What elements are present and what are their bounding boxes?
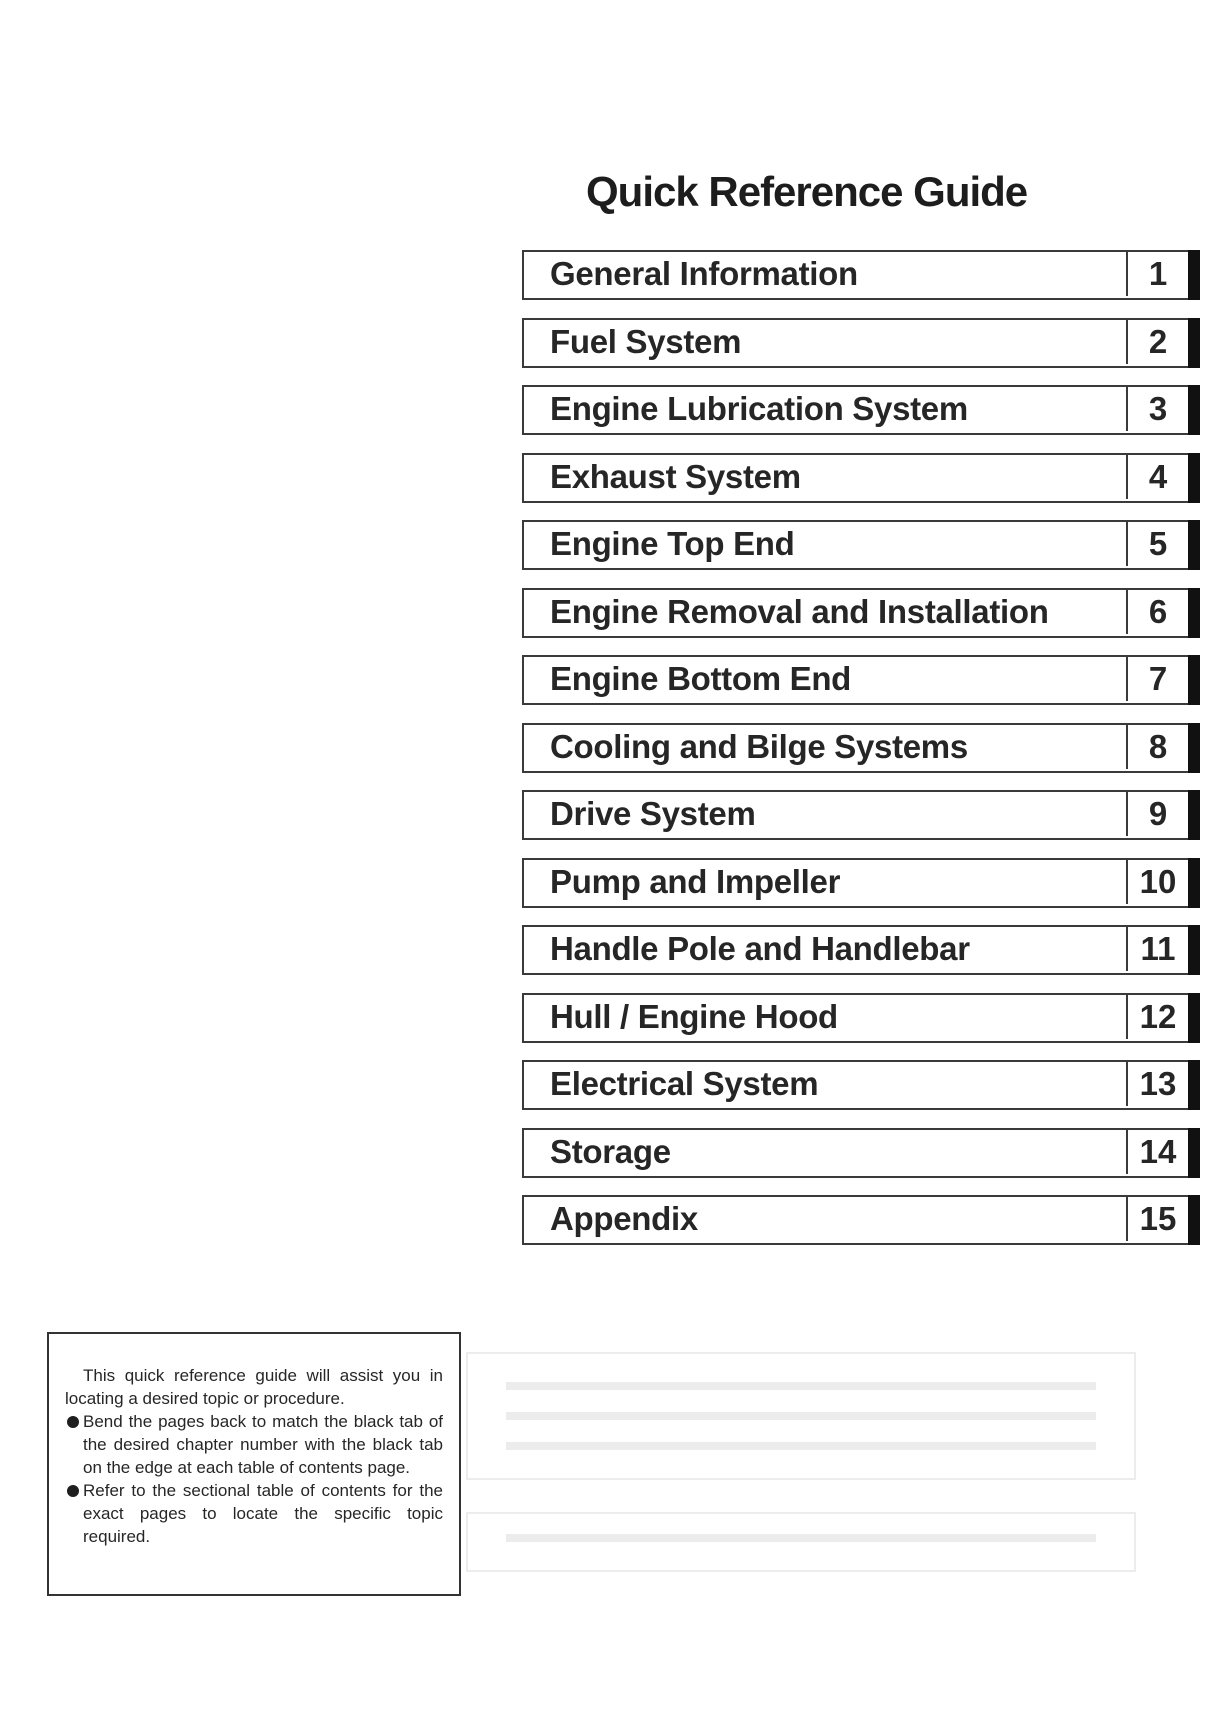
chapter-row-9[interactable] (522, 790, 1208, 840)
chapter-row-12[interactable] (522, 993, 1208, 1043)
chapter-black-tab (1188, 1060, 1200, 1110)
bullet-icon (67, 1416, 79, 1428)
chapter-number: 8 (1148, 727, 1168, 765)
note-item-text: Refer to the sectional table of contents for the exact pages to locate the specific topic required. (83, 1481, 443, 1546)
note-intro: This quick reference guide will assist you in locating a desired topic or procedure. (65, 1366, 443, 1408)
chapter-title: Cooling and Bilge Systems (550, 727, 968, 765)
page-title: Quick Reference Guide (586, 168, 1028, 215)
chapter-black-tab (1188, 318, 1200, 368)
chapter-black-tab (1188, 385, 1200, 435)
chapter-title: Pump and Impeller (550, 862, 841, 900)
chapter-number: 13 (1139, 1065, 1177, 1102)
chapter-number: 14 (1139, 1132, 1177, 1170)
chapter-number: 11 (1140, 930, 1176, 967)
chapter-black-tab (1188, 1195, 1200, 1245)
chapter-number: 3 (1148, 390, 1168, 427)
note-item-text: Bend the pages back to match the black tab of the desired chapter number with the black tab on the edge at each table of contents page. (83, 1412, 443, 1477)
chapter-title: Engine Bottom End (550, 660, 852, 697)
bleed-line (506, 1412, 1096, 1420)
bullet-icon (67, 1485, 79, 1497)
bleed-line (506, 1442, 1096, 1450)
note-item (65, 1410, 443, 1479)
bleed-box (466, 1512, 1136, 1572)
chapter-black-tab (1188, 588, 1200, 638)
chapter-title: Storage (550, 1132, 671, 1170)
chapter-title: Engine Top End (550, 525, 795, 562)
chapter-title: Electrical System (550, 1065, 819, 1102)
chapter-black-tab (1188, 655, 1200, 705)
chapter-title: Hull / Engine Hood (550, 997, 838, 1035)
chapter-title: Handle Pole and Handlebar (550, 930, 970, 967)
chapter-row-8[interactable] (522, 723, 1208, 773)
chapter-number: 6 (1148, 592, 1168, 630)
chapter-row-14[interactable] (522, 1128, 1208, 1178)
chapter-number: 1 (1148, 255, 1168, 292)
chapter-number: 4 (1148, 457, 1168, 495)
chapter-row-2[interactable] (522, 318, 1208, 368)
chapter-black-tab (1188, 790, 1200, 840)
chapter-row-1[interactable] (522, 250, 1208, 300)
chapter-row-11[interactable] (522, 925, 1208, 975)
usage-note-box (47, 1332, 461, 1596)
show-through-bleed (466, 1352, 1136, 1592)
chapter-number: 12 (1139, 997, 1177, 1035)
chapter-title: General Information (550, 255, 858, 292)
chapter-black-tab (1188, 453, 1200, 503)
chapter-title: Engine Lubrication System (550, 390, 968, 427)
bleed-line (506, 1534, 1096, 1542)
chapter-row-3[interactable] (522, 385, 1208, 435)
chapter-black-tab (1188, 723, 1200, 773)
note-item (65, 1479, 443, 1548)
chapter-row-15[interactable] (522, 1195, 1208, 1245)
chapter-black-tab (1188, 1128, 1200, 1178)
chapter-row-4[interactable] (522, 453, 1208, 503)
chapter-row-5[interactable] (522, 520, 1208, 570)
chapter-number: 9 (1148, 795, 1168, 832)
chapter-title: Engine Removal and Installation (550, 592, 1049, 630)
chapter-title: Appendix (550, 1200, 698, 1237)
chapter-number: 2 (1148, 322, 1168, 360)
chapter-number: 10 (1139, 862, 1177, 900)
chapter-row-13[interactable] (522, 1060, 1208, 1110)
bleed-line (506, 1382, 1096, 1390)
chapter-black-tab (1188, 520, 1200, 570)
chapter-title: Exhaust System (550, 457, 801, 495)
chapter-title: Fuel System (550, 322, 742, 360)
chapter-row-7[interactable] (522, 655, 1208, 705)
chapter-black-tab (1188, 993, 1200, 1043)
chapter-black-tab (1188, 250, 1200, 300)
chapter-number: 15 (1139, 1200, 1177, 1237)
chapter-row-6[interactable] (522, 588, 1208, 638)
chapter-title: Drive System (550, 795, 756, 832)
chapter-number: 5 (1148, 525, 1168, 562)
chapter-row-10[interactable] (522, 858, 1208, 908)
chapter-number: 7 (1148, 660, 1168, 697)
chapter-black-tab (1188, 925, 1200, 975)
chapter-black-tab (1188, 858, 1200, 908)
